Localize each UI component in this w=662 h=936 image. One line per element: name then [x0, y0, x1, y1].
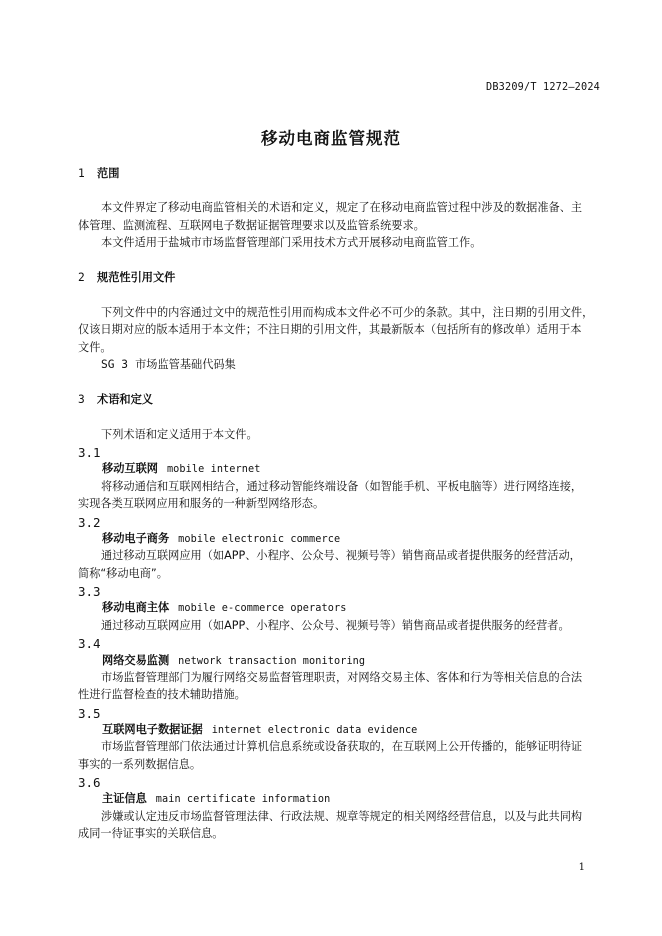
- body-line: 实现各类互联网应用和服务的一种新型网络形态。: [78, 497, 325, 510]
- body-line: 市场监督管理部门依法通过计算机信息系统或设备获取的，在互联网上公开传播的，能够证明待证: [101, 740, 583, 753]
- term-en: mobile electronic commerce: [178, 534, 341, 545]
- term-zh: 互联网电子数据证据: [102, 723, 203, 736]
- term-en: mobile internet: [166, 464, 261, 475]
- body-line: 文件。: [78, 341, 112, 354]
- section-title: 术语和定义: [97, 393, 153, 406]
- term-en: main certificate information: [155, 794, 331, 805]
- term-title: [102, 462, 260, 477]
- body-line: 本文件适用于盐城市市场监督管理部门采用技术方式开展移动电商监管工作。: [101, 236, 482, 249]
- body-line: 通过移动互联网应用（如APP、小程序、公众号、视频号等）销售商品或者提供服务的经营活动，: [101, 549, 581, 562]
- term-zh: 移动互联网: [102, 462, 158, 475]
- body-line: 体管理、监测流程、互联网电子数据证据管理要求以及监管系统要求。: [78, 219, 425, 232]
- section-title: 规范性引用文件: [97, 271, 176, 284]
- body-line: 简称“移动电商”。: [78, 567, 168, 580]
- term-number: 3.4: [78, 636, 101, 651]
- normative-reference: [101, 358, 236, 372]
- body-line: 下列术语和定义适用于本文件。: [101, 428, 258, 441]
- term-number: 3.6: [78, 775, 101, 790]
- reference-code: SG 3: [101, 358, 128, 371]
- body-line: 性进行监督检查的技术辅助措施。: [78, 688, 246, 701]
- term-en: mobile e-commerce operators: [178, 603, 347, 614]
- term-zh: 网络交易监测: [102, 654, 170, 667]
- body-line: 下列文件中的内容通过文中的规范性引用而构成本文件必不可少的条款。其中，注日期的引用文件，: [101, 306, 594, 319]
- term-number: 3.1: [78, 445, 101, 460]
- term-title: [102, 654, 365, 669]
- body-line: 本文件界定了移动电商监管相关的术语和定义，规定了在移动电商监管过程中涉及的数据准备、主: [101, 201, 583, 214]
- term-en: internet electronic data evidence: [211, 725, 418, 736]
- reference-name: 市场监管基础代码集: [135, 358, 236, 371]
- term-title: [102, 723, 417, 738]
- section-number: 2: [78, 271, 85, 284]
- term-number: 3.5: [78, 706, 101, 721]
- term-title: [102, 792, 330, 807]
- page-title: 移动电商监管规范: [261, 129, 401, 148]
- term-zh: 主证信息: [102, 792, 147, 805]
- body-line: 将移动通信和互联网相结合，通过移动智能终端设备（如智能手机、平板电脑等）进行网络连接，: [101, 480, 583, 493]
- section-title: 范围: [97, 167, 120, 180]
- body-line: 市场监督管理部门为履行网络交易监督管理职责，对网络交易主体、客体和行为等相关信息的合法: [101, 671, 583, 684]
- term-title: [102, 601, 346, 616]
- page-number: 1: [578, 862, 585, 873]
- section-number: 3: [78, 393, 85, 406]
- term-number: 3.2: [78, 515, 101, 530]
- standard-number: DB3209/T 1272—2024: [485, 82, 600, 93]
- term-number: 3.3: [78, 584, 101, 599]
- section-heading: [78, 167, 119, 181]
- term-zh: 移动电子商务: [102, 532, 170, 545]
- section-heading: [78, 393, 153, 407]
- body-line: 仅该日期对应的版本适用于本文件；不注日期的引用文件，其最新版本（包括所有的修改单）适用于本: [78, 323, 582, 336]
- body-line: 事实的一系列数据信息。: [78, 758, 202, 771]
- section-number: 1: [78, 167, 85, 180]
- body-line: 通过移动互联网应用（如APP、小程序、公众号、视频号等）销售商品或者提供服务的经营者。: [101, 619, 570, 632]
- term-en: network transaction monitoring: [178, 656, 366, 667]
- body-line: 成同一待证事实的关联信息。: [78, 827, 224, 840]
- body-line: 涉嫌或认定违反市场监督管理法律、行政法规、规章等规定的相关网络经营信息，以及与此共同构: [101, 810, 583, 823]
- term-title: [102, 532, 340, 547]
- section-heading: [78, 271, 175, 285]
- term-zh: 移动电商主体: [102, 601, 170, 614]
